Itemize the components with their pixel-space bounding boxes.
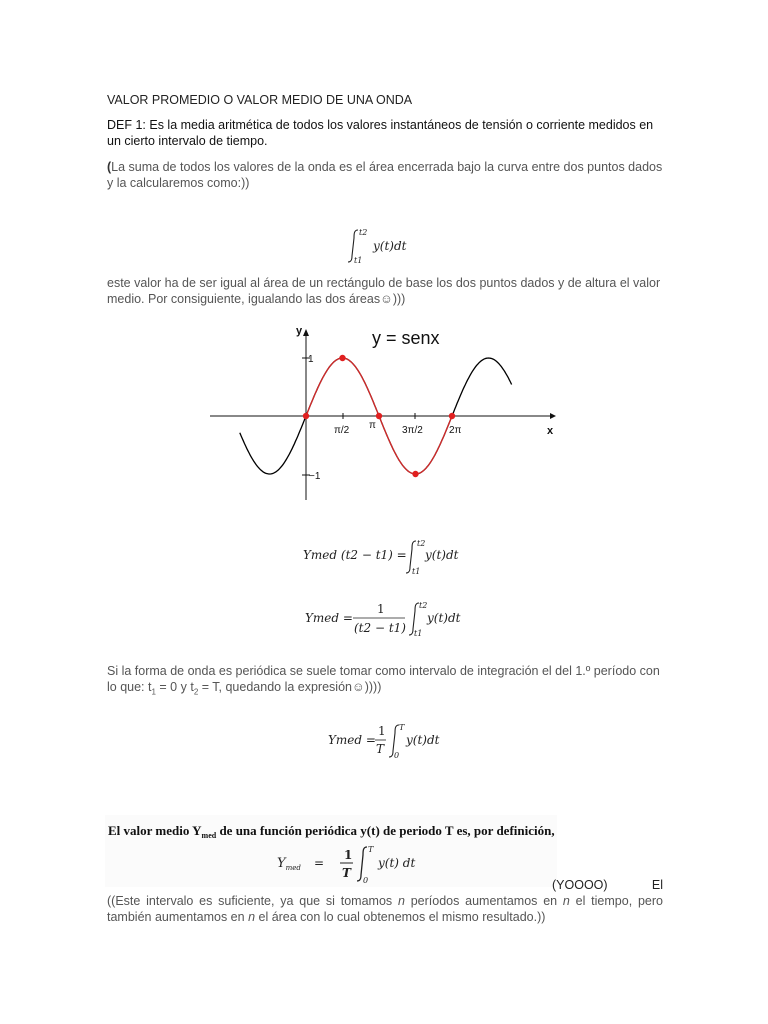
yoooo-line <box>552 877 663 893</box>
x-tick-label-pi: π <box>369 420 376 431</box>
formula4-numerator: 1 <box>378 724 386 738</box>
book-line-start: El valor medio Y <box>108 823 202 838</box>
formula4-upper: T <box>399 723 405 732</box>
book-formula-lower: 0 <box>363 876 369 885</box>
rectangle-paragraph: este valor ha de ser igual al área de un rectángulo de base los dos puntos dados y de altura el valor medio. Por consiguiente, igualando las dos áreas☺))) <box>107 276 661 306</box>
y-axis-label: y <box>296 325 303 337</box>
formula4-denominator: T <box>376 742 385 756</box>
yoooo-text: (YOOOO) <box>552 878 608 892</box>
y-axis-arrow <box>303 329 309 336</box>
formula1-lower: t1 <box>354 256 363 265</box>
final-n-3: n <box>248 910 256 924</box>
x-tick-label-3pi-half: 3π/2 <box>402 425 423 436</box>
final-n-2: n <box>562 894 570 908</box>
x-tick-label-pi-half: π/2 <box>334 425 350 436</box>
formula3-denominator: (t2 − t1) <box>354 621 406 635</box>
formula2-upper: t2 <box>417 539 426 548</box>
formula4-lower: 0 <box>394 751 400 760</box>
open-paren: ( <box>107 160 112 174</box>
periodic-text-3: = T, quedando la expresión☺)))) <box>198 680 382 694</box>
book-formula-den: T <box>342 866 351 880</box>
final-text-3: el tiempo, pero también aumentamos en <box>107 894 663 924</box>
formula3-upper: t2 <box>419 601 428 610</box>
final-n-1: n <box>397 894 405 908</box>
book-formula-upper: T <box>368 845 374 854</box>
final-text-2: períodos aumentamos en <box>404 894 563 908</box>
formula3-integrand: y(t)dt <box>427 611 461 625</box>
x-axis-arrow <box>550 413 556 419</box>
book-formula-integrand: y(t) dt <box>378 856 416 870</box>
periodic-sub-2: 2 <box>193 687 199 697</box>
book-formula-y: Y <box>277 856 286 871</box>
point-pi <box>376 413 382 419</box>
y-tick-label-1: 1 <box>308 354 314 365</box>
book-formula-num: 1 <box>344 848 353 862</box>
book-line-rest: de una función periódica y(t) de periodo T es, por definición, <box>216 823 555 838</box>
final-paragraph <box>107 893 663 925</box>
formula2-integrand: y(t)dt <box>425 548 459 562</box>
formula1-integrand: y(t)dt <box>373 239 407 253</box>
formula3-lower: t1 <box>414 629 423 638</box>
integral-formula-3 <box>305 598 505 640</box>
el-text: El <box>651 878 663 892</box>
final-text-1: ((Este intervalo es suficiente, ya que si tomamos <box>107 894 398 908</box>
sum-paragraph-text: La suma de todos los valores de la onda es el área encerrada bajo la curva entre dos puntos dados y la calcularemos como:)) <box>107 160 663 190</box>
periodic-paragraph <box>107 663 663 701</box>
graph-title: y = senx <box>372 328 440 348</box>
book-excerpt-image <box>105 815 557 887</box>
book-line <box>108 823 555 840</box>
point-2pi <box>449 413 455 419</box>
integral-formula-4 <box>328 720 468 762</box>
x-tick-label-2pi: 2π <box>449 425 462 436</box>
sum-paragraph <box>107 159 663 191</box>
book-formula-sub: med <box>285 864 301 872</box>
formula3-numerator: 1 <box>377 602 385 616</box>
point-0 <box>303 413 309 419</box>
page-title: VALOR PROMEDIO O VALOR MEDIO DE UNA ONDA <box>107 93 413 107</box>
y-tick-label-minus1: −1 <box>309 471 321 482</box>
formula4-lhs: Ymed = <box>328 733 376 747</box>
integral-formula-1 <box>340 226 440 266</box>
book-formula-eq: = <box>314 856 325 870</box>
periodic-sub-1: 1 <box>151 687 156 697</box>
final-text-4: el área con lo cual obtenemos el mismo resultado.)) <box>255 910 546 924</box>
point-pi-half <box>339 355 345 361</box>
book-line-sub: med <box>201 831 217 840</box>
sine-graph <box>205 320 555 505</box>
definition-paragraph: DEF 1: Es la media aritmética de todos los valores instantáneos de tensión o corriente medidos en un cierto intervalo de tiempo. <box>107 118 654 148</box>
formula3-lhs: Ymed = <box>305 611 353 625</box>
x-axis-label: x <box>547 425 554 437</box>
point-3pi-half <box>412 471 418 477</box>
periodic-text-1: Si la forma de onda es periódica se suele tomar como intervalo de integración el del 1.º período con lo que: t <box>107 664 660 694</box>
formula2-lower: t1 <box>412 567 421 576</box>
formula4-integrand: y(t)dt <box>406 733 440 747</box>
formula2-lhs: Ymed (t2 − t1) = <box>303 548 407 562</box>
periodic-text-2: = 0 y t <box>155 680 194 694</box>
integral-formula-2 <box>303 537 503 577</box>
formula1-upper: t2 <box>359 228 368 237</box>
